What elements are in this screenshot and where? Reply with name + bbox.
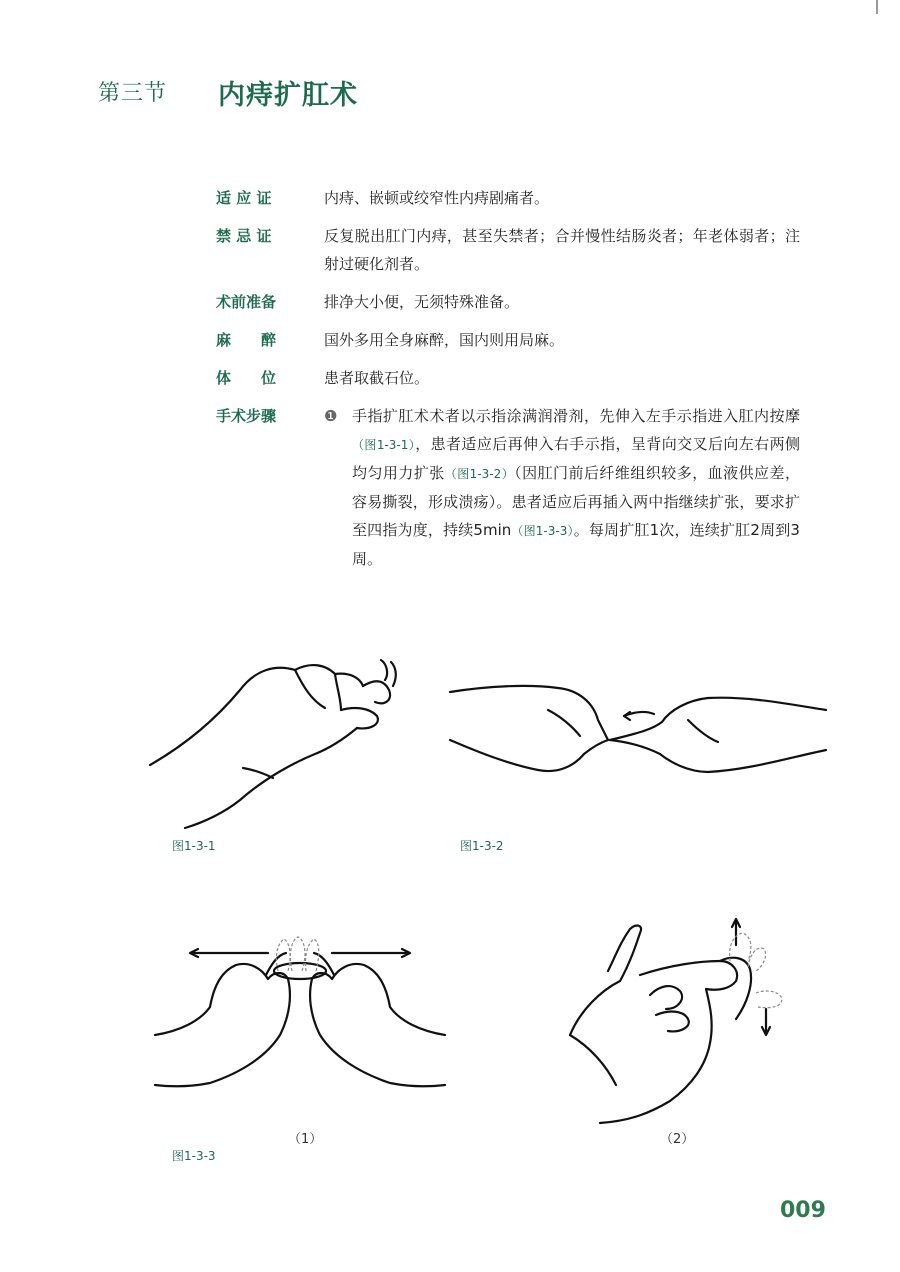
- row-position: [216, 364, 824, 392]
- figure-1-3-3-part1-illustration: [150, 935, 450, 1090]
- row-indications: [216, 184, 824, 212]
- section-title: 内痔扩肛术: [218, 80, 358, 111]
- figure-caption: 图1-3-2: [460, 839, 504, 853]
- row-label: 手术步骤: [216, 407, 277, 425]
- page-number: 009: [780, 1198, 826, 1223]
- corner-crop-mark: [876, 0, 878, 14]
- row-anesthesia: [216, 326, 824, 354]
- figure-caption: 图1-3-1: [172, 839, 216, 853]
- row-label: 适 应 证: [216, 189, 272, 207]
- row-label: 体 位: [216, 369, 277, 387]
- figure-1-3-2-illustration: [448, 680, 828, 790]
- figure-ref: （图1-3-2）: [444, 467, 515, 481]
- figure-1-3-3-part2-illustration: [560, 915, 790, 1125]
- figure-1-3-1-illustration: [145, 650, 405, 830]
- sub-caption: （1）: [288, 1132, 323, 1147]
- row-label: 术前准备: [216, 293, 277, 311]
- row-label: 禁 忌 证: [216, 227, 272, 245]
- row-label: 麻 醉: [216, 331, 277, 349]
- steps-text-part: （因肛门前后纤维组织较多，血液供应差，容易撕裂，形成溃疡）。患者适应后再插入两中指继续扩张，要求扩至四指为度，持续5min: [352, 464, 800, 539]
- figure-caption: 图1-3-3: [172, 1149, 216, 1163]
- section-number: 第三节: [98, 81, 168, 106]
- figure-ref: （图1-3-3）: [511, 524, 574, 538]
- row-text: 反复脱出肛门内痔，甚至失禁者；合并慢性结肠炎者；年老体弱者；注射过硬化剂者。: [324, 227, 800, 273]
- sub-caption: （2）: [660, 1132, 695, 1147]
- row-text: 内痔、嵌顿或绞窄性内痔剧痛者。: [324, 189, 550, 207]
- row-text: 排净大小便，无须特殊准备。: [324, 293, 520, 311]
- row-contraindications: [216, 222, 824, 278]
- row-text: 国外多用全身麻醉，国内则用局麻。: [324, 331, 565, 349]
- step-number-icon: ❶: [324, 407, 338, 425]
- procedure-info: [216, 184, 824, 583]
- steps-text-part: 手指扩肛术术者以示指涂满润滑剂，先伸入左手示指进入肛内按摩: [352, 407, 800, 425]
- steps-text-part: 。每周扩肛1次，连续扩肛2周到3周。: [352, 521, 800, 568]
- steps-text-part: ，患者适应后再伸入右手示指，呈背向交叉后向左右两侧均匀用力扩张: [352, 435, 800, 482]
- figure-ref: （图1-3-1）: [352, 438, 416, 452]
- row-steps: [216, 402, 824, 573]
- steps-text: [352, 402, 800, 573]
- row-text: 患者取截石位。: [324, 369, 430, 387]
- row-preparation: [216, 288, 824, 316]
